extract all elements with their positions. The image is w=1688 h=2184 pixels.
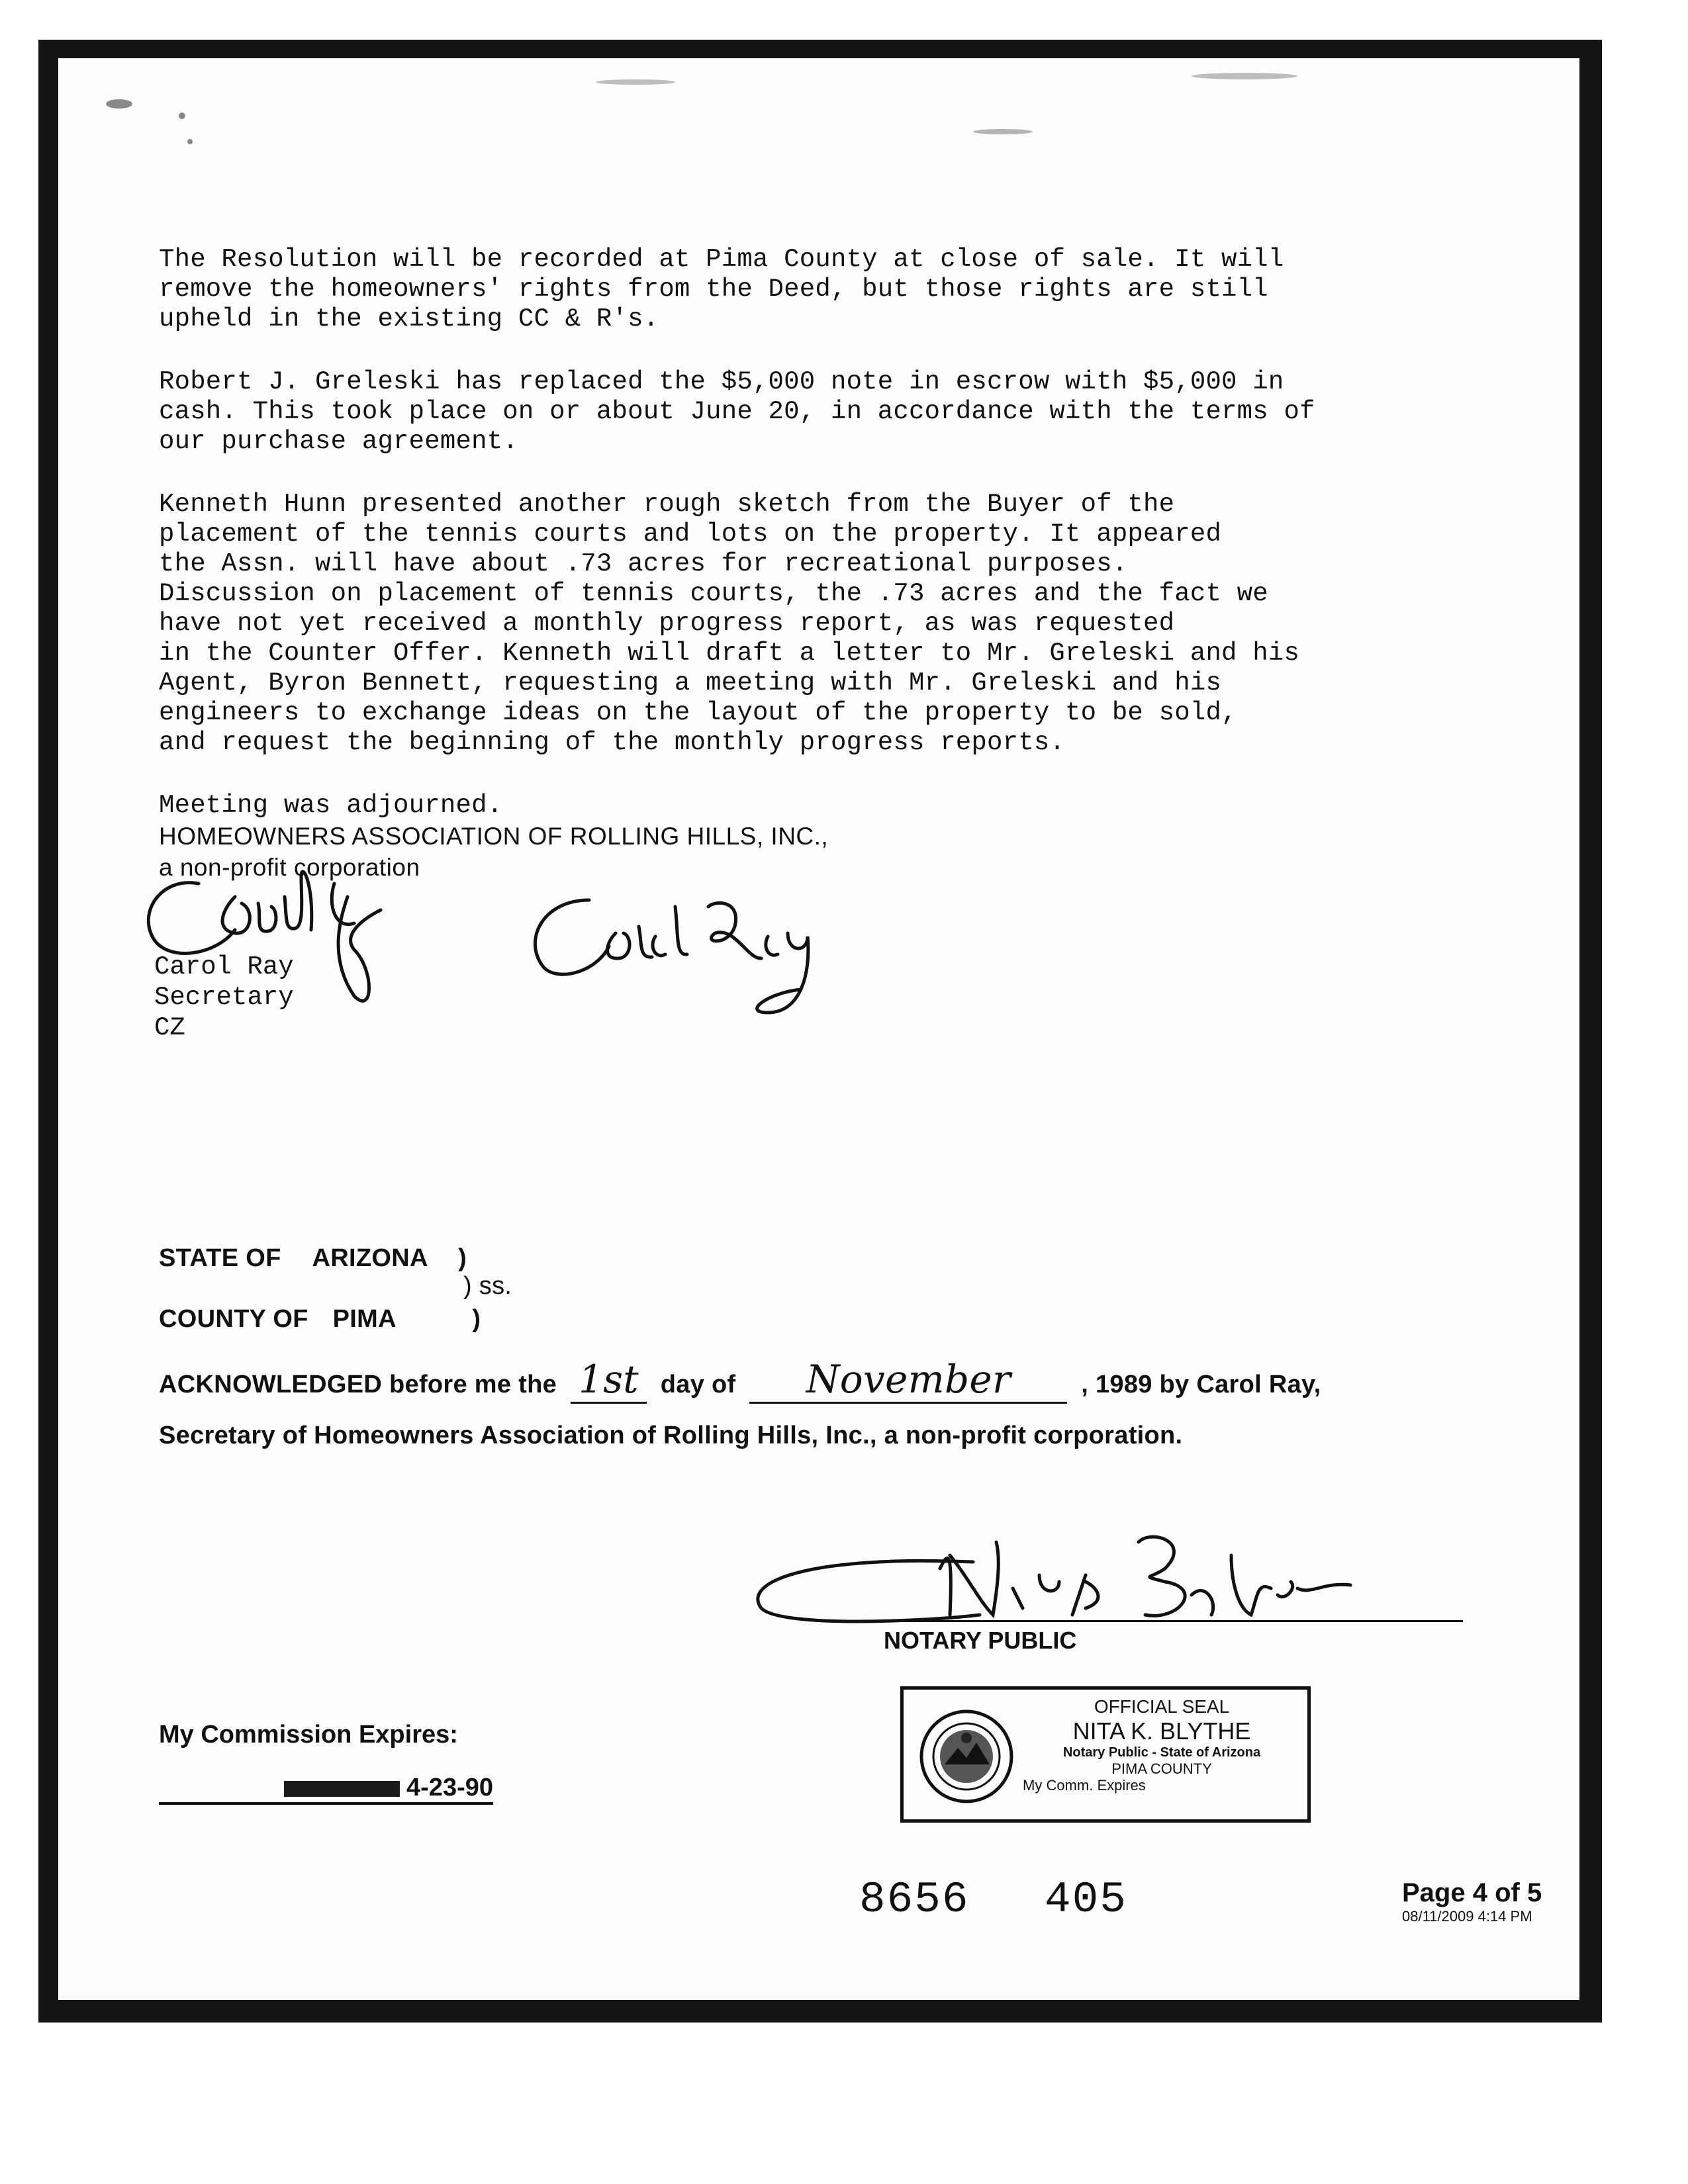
commission-expires-label: My Commission Expires: <box>159 1721 458 1749</box>
scan-speck <box>973 129 1033 134</box>
state-paren: ) <box>458 1244 467 1272</box>
county-label: COUNTY OF <box>159 1305 308 1333</box>
scan-speck <box>1192 73 1297 79</box>
official-notary-seal <box>900 1686 1311 1823</box>
secretary-signature-text: Carol Ray <box>516 876 553 883</box>
seal-line-county: PIMA COUNTY <box>1111 1760 1212 1777</box>
minutes-paragraph-escrow: Robert J. Greleski has replaced the $5,000 note in escrow with $5,000 in cash. This took place on or about June 20, in accordance with the terms of our purchase agreement. <box>159 367 1315 456</box>
acknowledged-prefix: ACKNOWLEDGED before me the <box>159 1371 557 1398</box>
commission-expires-line <box>159 1774 493 1805</box>
minutes-adjourned: Meeting was adjourned. <box>159 791 503 820</box>
scan-speck <box>187 139 193 144</box>
seal-line-notary: Notary Public - State of Arizona <box>1062 1745 1261 1760</box>
notary-signature-line <box>880 1620 1463 1622</box>
acknowledged-year: , 1989 by Carol Ray, <box>1081 1371 1321 1398</box>
scan-speck <box>179 113 185 119</box>
acknowledged-day: 1st <box>571 1357 647 1404</box>
commission-expires-date: 4-23-90 <box>406 1774 493 1801</box>
scan-speck <box>106 99 132 109</box>
seal-line-expires: My Comm. Expires <box>1023 1776 1146 1794</box>
county-value: PIMA <box>332 1305 396 1333</box>
page-indicator: Page 4 of 5 <box>1402 1878 1542 1907</box>
page-footer <box>1402 1878 1542 1925</box>
acknowledged-line-2: Secretary of Homeowners Association of Rolling Hills, Inc., a non-profit corporation. <box>159 1422 1183 1449</box>
minutes-paragraph-tennis-courts: Kenneth Hunn presented another rough sketch from the Buyer of the placement of the tennis courts and lots on the property. It appeared the Assn. will have about .73 acres for recreational purposes. Discussion on placement of tennis courts, the .73 acres and the fact we have not yet received a monthly progress report, as was requested in the Counter Offer. Kenneth will draft a letter to Mr. Greleski and his Agent, Byron Bennett, requesting a meeting with Mr. Greleski and his engineers to exchange ideas on the layout of the property to be sold, and request the beginning of the monthly progress reports. <box>159 490 1300 757</box>
state-label: STATE OF <box>159 1244 281 1272</box>
scan-speck <box>596 79 675 85</box>
secretary-signature <box>516 876 847 1032</box>
redaction-mark <box>284 1781 400 1797</box>
arizona-state-seal-icon <box>918 1708 1015 1805</box>
notary-signature-text: Nita K. Blythe <box>728 1511 784 1518</box>
meeting-minutes <box>159 245 1523 883</box>
recording-page-number: 405 <box>1045 1875 1127 1925</box>
notary-public-label: NOTARY PUBLIC <box>884 1627 1077 1654</box>
seal-line-official: OFFICIAL SEAL <box>1094 1696 1230 1717</box>
signatory-title: Secretary <box>154 983 294 1012</box>
recording-docket-number: 8656 <box>859 1875 970 1925</box>
county-paren: ) <box>472 1305 481 1333</box>
signatory-initials: CZ <box>154 1013 185 1042</box>
state-value: ARIZONA <box>312 1244 428 1272</box>
seal-line-name: NITA K. BLYTHE <box>1072 1717 1251 1745</box>
acknowledged-month: November <box>749 1357 1067 1404</box>
notary-signature <box>728 1511 1364 1635</box>
notarial-certificate <box>159 1244 1483 1522</box>
print-timestamp: 08/11/2009 4:14 PM <box>1402 1908 1532 1925</box>
signatory-name: Carol Ray <box>154 952 294 981</box>
organization-name: HOMEOWNERS ASSOCIATION OF ROLLING HILLS, INC., <box>159 823 829 850</box>
minutes-paragraph-resolution: The Resolution will be recorded at Pima County at close of sale. It will remove the homeowners' rights from the Deed, but those rights are still upheld in the existing CC & R's. <box>159 245 1284 334</box>
organization-type: a non-profit corporation <box>159 854 420 881</box>
seal-text-block <box>1023 1696 1301 1794</box>
day-of-label: day of <box>660 1371 736 1398</box>
ss-marker: ) ss. <box>463 1272 512 1300</box>
signatory-block <box>154 952 294 1043</box>
